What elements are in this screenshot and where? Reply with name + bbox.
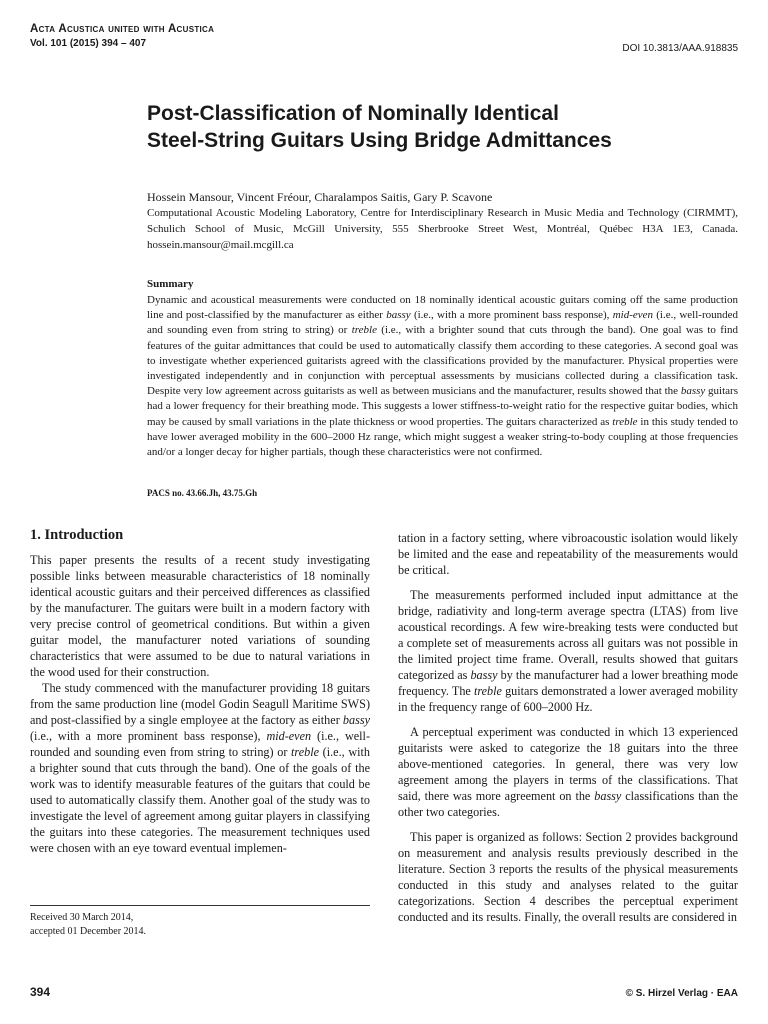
right-column (398, 530, 738, 925)
intro-paragraph-5: A perceptual experiment was conducted in which 13 experienced guitarists were asked to categorize the 18 guitars into the three above-mentioned categories. In general, there was very low agreement among the players in terms of the classifications. That said, there was more agreement on the bassy classifications than the other two categories. (398, 725, 738, 819)
pacs-numbers: PACS no. 43.66.Jh, 43.75.Gh (147, 488, 258, 498)
received-date: Received 30 March 2014, (30, 912, 134, 923)
paper-title (147, 100, 737, 154)
intro-paragraph-4: The measurements performed included input admittance at the bridge, radiativity and long-term average spectra (LTAS) from live acoustical recordings. A few wire-breaking tests were conducted but a complete set of measurements across all guitars was not possible in the limited project time frame. Overall, results showed that guitars categorized as bassy by the manufacturer had a lower breathing mode frequency. The treble guitars demonstrated a lower averaged mobility in the frequency range of 600–2000 Hz. (398, 588, 738, 714)
title-line-1: Post-Classification of Nominally Identical (147, 102, 559, 125)
intro-paragraph-3: tation in a factory setting, where vibroacoustic isolation would likely be limited and the ease and repeatability of the measurements would be critical. (398, 531, 738, 577)
authors: Hossein Mansour, Vincent Fréour, Charalampos Saitis, Gary P. Scavone (147, 190, 493, 204)
intro-paragraph-1: This paper presents the results of a recent study investigating possible links between measurable characteristics of 18 nominally identical acoustic guitars and their perceived differences as classified by the manufacturer. The guitars were built in a modern factory with very precise control of geometrical conditions. But within a given guitar model, the manufacturer noted variations of sounding characteristics that were assumed to be due to natural variations in the wood used for their construction. (30, 553, 370, 679)
accepted-date: accepted 01 December 2014. (30, 926, 147, 937)
title-line-2: Steel-String Guitars Using Bridge Admittances (147, 129, 612, 152)
intro-paragraph-6: This paper is organized as follows: Section 2 provides background on measurement and analysis results previously described in the literature. Section 3 reports the results of the physical measurements conducted in this study and analyses related to the guitar categorizations. Section 4 describes the perceptual experiment conducted and its results. Finally, the overall results are considered in (398, 830, 738, 924)
intro-paragraph-2: The study commenced with the manufacturer providing 18 guitars from the same production line (model Godin Seagull Maritime SWS) and post-classified by a single employee at the factory as either bassy (i.e., with a more prominent bass response), mid-even (i.e., well-rounded and sounding even from string to string) or treble (i.e., with a brighter sound that cuts through the band). One of the goals of the work was to identify measurable features of the guitars that could be used to automatically classify them. Another goal of the study was to investigate the level of agreement among guitar players in classifying the guitars into these categories. The measurement techniques used were chosen with an eye toward eventual implemen- (30, 681, 370, 855)
left-column (30, 527, 370, 856)
publisher: © S. Hirzel Verlag · EAA (625, 988, 738, 999)
summary-heading: Summary (147, 278, 194, 290)
volume-info: Vol. 101 (2015) 394 – 407 (30, 38, 147, 49)
affiliation: Computational Acoustic Modeling Laboratory, Centre for Interdisciplinary Research in Music Media and Technology (CIRMMT), Schulich School of Music, McGill University, 555 Sherbrooke Street West, Montréal, Québec H3A 1E3, Canada. hossein.mansour@mail.mcgill.ca (147, 207, 738, 251)
doi: DOI 10.3813/AAA.918835 (622, 43, 738, 54)
section-heading: 1. Introduction (30, 527, 124, 543)
summary-text: Dynamic and acoustical measurements were conducted on 18 nominally identical acoustic guitars coming off the same production line and post-classified by the manufacturer as either bassy (i.e., with a more prominent bass response), mid-even (i.e., well-rounded and sounding even from string to string) or treble (i.e., with a brighter sound that cuts through the band). One goal was to find features of the guitar admittances that could be used to automatically classify them according to these categories. A second goal was to investigate whether experienced guitarists agreed with the classifications provided by the manufacturer. Physical properties were investigated independently and in conjunction with perceptual assessments by musicians collected during a classification task. Despite very low agreement across guitarists as well as between musicians and the manufacturer, results showed that the bassy guitars had a lower frequency for their breathing mode. This suggests a lower stiffness-to-weight ratio for the respective guitar bodies, which may be caused by small variations in the plate thickness or wood properties. The guitars characterized as treble in this study tended to have lower averaged mobility in the 600–2000 Hz range, which might suggest a weaker string-to-body coupling at those frequencies and/or a longer decay for higher partials, though these characteristics were not confirmed. (147, 294, 739, 459)
page-number: 394 (30, 985, 51, 999)
received-dates (30, 911, 146, 939)
journal-name: Acta Acustica united with Acustica (30, 23, 215, 35)
footnote-divider (30, 905, 370, 906)
